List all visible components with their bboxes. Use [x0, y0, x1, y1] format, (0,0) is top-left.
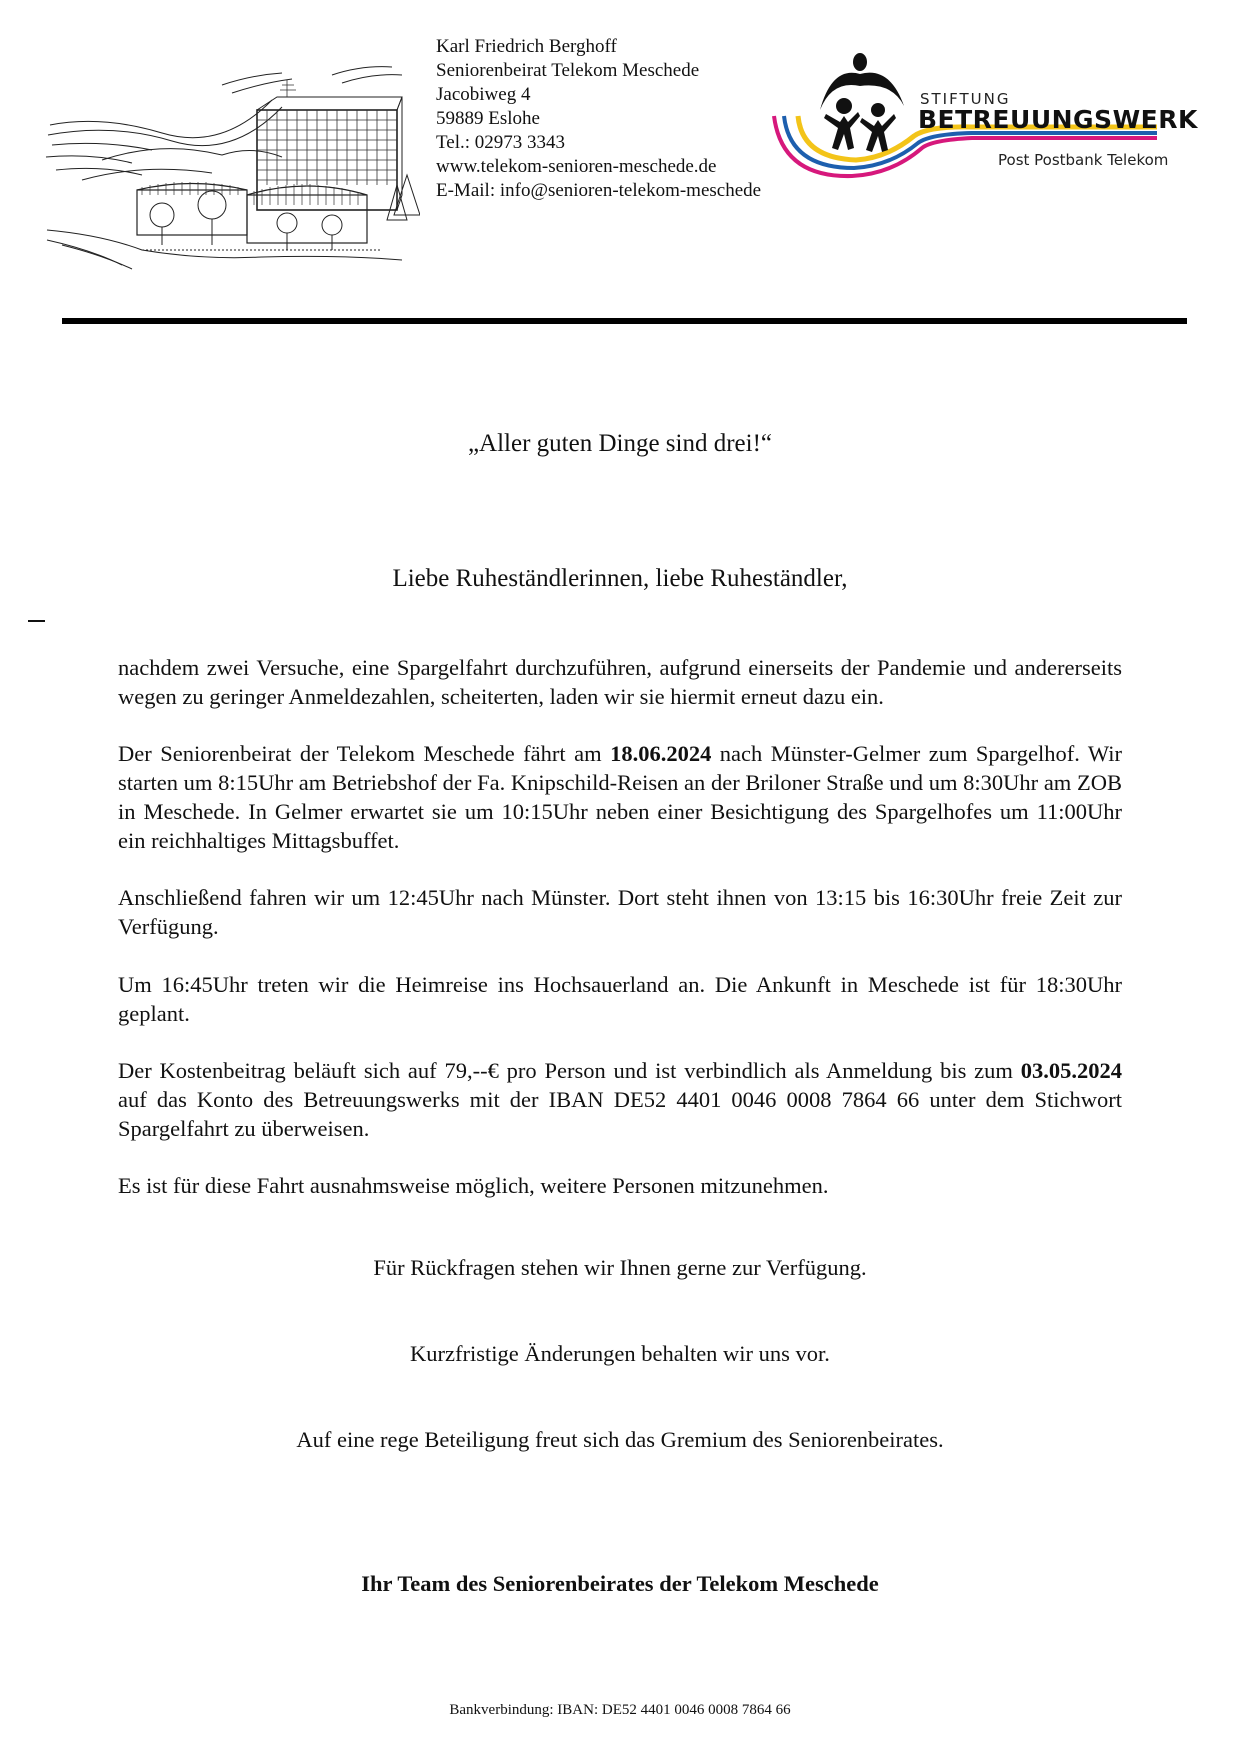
- paragraph-text: nach Münster-Gelmer zum Spargelhof. Wir starten um 8:15Uhr am Betriebshof der Fa. Knipschild-Reisen an der Briloner Straße und um 8:30Uhr am ZOB in Meschede. In Gelmer erwartet sie um 10:15Uhr neben einer Besichtigung des Spargelhofes um 11:00Uhr ein reichhaltiges Mittagsbuffet.: [118, 741, 1123, 853]
- header-divider: [62, 318, 1187, 324]
- paragraph-text: Der Kostenbeitrag beläuft sich auf 79,--€ pro Person und ist verbindlich als Anmeldung bis zum: [118, 1058, 1021, 1084]
- paragraph-text: Der Seniorenbeirat der Telekom Meschede fährt am: [118, 741, 611, 767]
- contact-note: Für Rückfragen stehen wir Ihnen gerne zur Verfügung.: [373, 1255, 867, 1280]
- paragraph-text: auf das Konto des Betreuungswerks mit der IBAN DE52 4401 0046 0008 7864 66 unter dem Stichwort Spargelfahrt zu überweisen.: [118, 1086, 1122, 1141]
- building-sketch-illustration: [42, 45, 420, 270]
- building-sketch-icon: [42, 45, 420, 270]
- paragraph-cost: [118, 1057, 1122, 1143]
- sender-street: Jacobiweg 4: [436, 84, 531, 105]
- paragraph-itinerary: [118, 740, 1122, 855]
- logo-stiftung-text: STIFTUNG: [920, 90, 1011, 108]
- sender-organization: Seniorenbeirat Telekom Meschede: [436, 60, 700, 81]
- paragraph-guests: Es ist für diese Fahrt ausnahmsweise möglich, weitere Personen mitzunehmen.: [118, 1173, 829, 1199]
- sender-phone: Tel.: 02973 3343: [436, 132, 566, 153]
- changes-note: Kurzfristige Änderungen behalten wir uns vor.: [410, 1341, 830, 1366]
- sender-name: Karl Friedrich Berghoff: [436, 36, 617, 57]
- sender-email[interactable]: E-Mail: info@senioren-telekom-meschede: [436, 180, 762, 201]
- bank-details-footer: Bankverbindung: IBAN: DE52 4401 0046 0008 7864 66: [449, 1702, 791, 1718]
- sender-website[interactable]: www.telekom-senioren-meschede.de: [436, 156, 717, 177]
- participation-note: Auf eine rege Beteiligung freut sich das Gremium des Seniorenbeirates.: [296, 1427, 944, 1452]
- paragraph-return: Um 16:45Uhr treten wir die Heimreise ins Hochsauerland an. Die Ankunft in Meschede ist für 18:30Uhr geplant.: [118, 971, 1122, 1026]
- registration-deadline: 03.05.2024: [1020, 1058, 1122, 1084]
- letter-body: [118, 654, 1122, 1230]
- logo-betreuungswerk-text: BETREUUNGSWERK: [918, 105, 1198, 134]
- betreuungswerk-logo: [772, 48, 1198, 198]
- letter-title: „Aller guten Dinge sind drei!“: [467, 430, 773, 457]
- paragraph-muenster: Anschließend fahren wir um 12:45Uhr nach Münster. Dort steht ihnen von 13:15 bis 16:30Uhr freie Zeit zur Verfügung.: [118, 885, 1122, 940]
- sender-city: 59889 Eslohe: [436, 108, 540, 129]
- sender-address: [436, 35, 761, 203]
- logo-subtitle: Post Postbank Telekom: [998, 151, 1169, 169]
- closing-signature: Ihr Team des Seniorenbeirates der Telekom Meschede: [361, 1571, 879, 1596]
- paragraph-intro: nachdem zwei Versuche, eine Spargelfahrt durchzuführen, aufgrund einerseits der Pandemie und andererseits wegen zu geringer Anmeldezahlen, scheiterten, laden wir sie hiermit erneut dazu ein.: [118, 655, 1122, 709]
- trip-date: 18.06.2024: [610, 741, 712, 767]
- salutation: Liebe Ruheständlerinnen, liebe Ruheständler,: [392, 565, 848, 592]
- margin-mark: [28, 620, 45, 622]
